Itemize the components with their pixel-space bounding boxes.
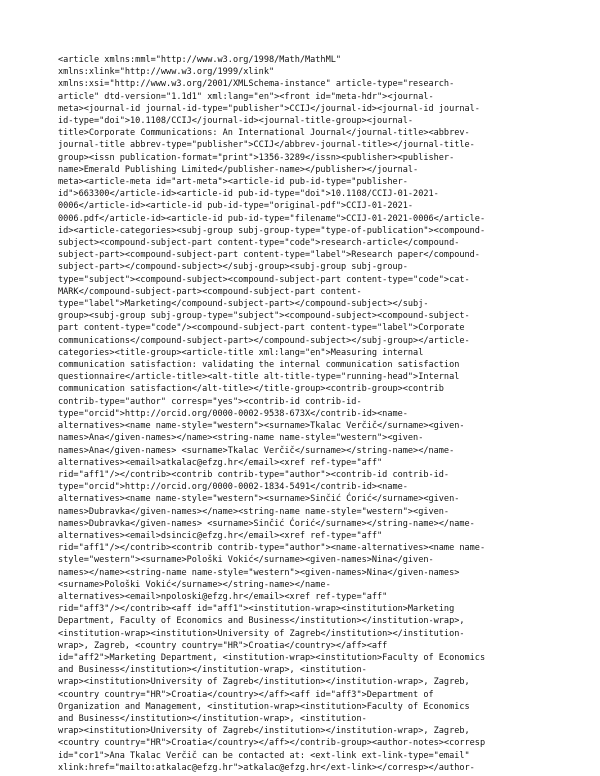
text-line: id><article-categories><subj-group subj-group-type="type-of-publication"><compound- xyxy=(58,225,486,236)
xml-source-text xyxy=(58,54,558,774)
text-line: xmlns:xlink="http://www.w3.org/1999/xlink" xyxy=(58,67,275,78)
text-line: name>Emerald Publishing Limited</publisher-name></publisher></journal- xyxy=(58,164,419,175)
text-line: alternatives><name name-style="western"><surname>Tkalac Verčič</surname><given- xyxy=(58,421,465,432)
text-line: questionnaire</article-title><alt-title alt-title-type="running-head">Internal xyxy=(58,372,460,383)
text-line: names>Dubravka</given-names></name><string-name name-style="western"><given- xyxy=(58,506,450,517)
text-line: rid="aff3"/></contrib><aff id="aff1"><institution-wrap><institution>Marketing xyxy=(58,604,455,615)
text-line: wrap><institution>University of Zagreb</institution></institution-wrap>, Zagreb, xyxy=(58,677,470,688)
text-line: subject><compound-subject-part content-type="code">research-article</compound- xyxy=(58,238,460,249)
text-line: type="label">Marketing</compound-subject-part></compound-subject></subj- xyxy=(58,299,429,310)
text-line: style="western"><surname>Pološki Vokić</surname><given-names>Nina</given- xyxy=(58,555,434,566)
text-line: Department, Faculty of Economics and Business</institution></institution-wrap>, xyxy=(58,616,465,627)
text-line: article" dtd-version="1.1d1" xml:lang="en"><front id="meta-hdr"><journal- xyxy=(58,91,434,102)
text-line: and Business</institution></institution-wrap>, <institution- xyxy=(58,713,367,724)
text-line: wrap><institution>University of Zagreb</institution></institution-wrap>, Zagreb, xyxy=(58,726,470,737)
text-line: journal-title abbrev-type="publisher">CCIJ</abbrev-journal-title></journal-title- xyxy=(58,140,475,151)
text-line: id="aff2">Marketing Department, <institution-wrap><institution>Faculty of Economics xyxy=(58,652,486,663)
text-line: <country country="HR">Croatia</country></aff><aff id="aff3">Department of xyxy=(58,689,434,700)
text-line: alternatives><email>atkalac@efzg.hr</email><xref ref-type="aff" xyxy=(58,457,383,468)
text-line: xlink:href="mailto:atkalac@efzg.hr">atkalac@efzg.hr</ext-link></corresp></author- xyxy=(58,762,475,773)
text-line: wrap>, Zagreb, <country country="HR">Croatia</country></aff><aff xyxy=(58,640,388,651)
text-line: 0006.pdf</article-id><article-id pub-id-type="filename">CCIJ-01-2021-0006</article- xyxy=(58,213,486,224)
text-line: alternatives><email>npoloski@efzg.hr</email><xref ref-type="aff" xyxy=(58,591,388,602)
text-line: subject-part></compound-subject></subj-group><subj-group subj-group- xyxy=(58,262,408,273)
text-line: type="orcid">http://orcid.org/0000-0002-9538-673X</contrib-id><name- xyxy=(58,408,408,419)
text-line: xmlns:xsi="http://www.w3.org/2001/XMLSchema-instance" article-type="research- xyxy=(58,79,455,90)
text-line: <surname>Pološki Vokić</surname></string-name></name- xyxy=(58,579,331,590)
text-line: and Business</institution></institution-wrap>, <institution- xyxy=(58,665,367,676)
text-line: names>Dubravka</given-names> <surname>Sinčić Ćorić</surname></string-name></name- xyxy=(58,518,475,529)
text-line: alternatives><email>dsincic@efzg.hr</email><xref ref-type="aff" xyxy=(58,530,383,541)
text-line: names>Ana</given-names></name><string-name name-style="western"><given- xyxy=(58,433,424,444)
text-line: MARK</compound-subject-part><compound-subject-part content- xyxy=(58,286,362,297)
text-line: rid="aff1"/></contrib><contrib contrib-type="author"><name-alternatives><name name- xyxy=(58,543,486,554)
text-line: communications</compound-subject-part></compound-subject></subj-group></article- xyxy=(58,335,470,346)
text-line: part content-type="code"/><compound-subject-part content-type="label">Corporate xyxy=(58,323,465,334)
text-line: communication satisfaction</alt-title></title-group><contrib-group><contrib xyxy=(58,384,444,395)
text-line: meta><journal-id journal-id-type="publisher">CCIJ</journal-id><journal-id journal- xyxy=(58,103,480,114)
text-line: title>Corporate Communications: An International Journal</journal-title><abbrev- xyxy=(58,128,470,139)
text-line: type="subject"><compound-subject><compound-subject-part content-type="code">cat- xyxy=(58,274,470,285)
text-line: type="orcid">http://orcid.org/0000-0002-1834-5491</contrib-id><name- xyxy=(58,482,408,493)
text-line: subject-part><compound-subject-part content-type="label">Research paper</compound- xyxy=(58,250,480,261)
text-line: 0006</article-id><article-id pub-id-type="original-pdf">CCIJ-01-2021- xyxy=(58,201,414,212)
text-line: id-type="doi">10.1108/CCIJ</journal-id><journal-title-group><journal- xyxy=(58,116,414,127)
text-line: categories><title-group><article-title xml:lang="en">Measuring internal xyxy=(58,347,424,358)
text-line: rid="aff1"/></contrib><contrib contrib-type="author"><contrib-id contrib-id- xyxy=(58,469,450,480)
text-line: id">663300</article-id><article-id pub-id-type="doi">10.1108/CCIJ-01-2021- xyxy=(58,189,439,200)
text-line: contrib-type="author" corresp="yes"><contrib-id contrib-id- xyxy=(58,396,362,407)
text-line: <country country="HR">Croatia</country></aff></contrib-group><author-notes><corresp xyxy=(58,738,486,749)
text-line: meta><article-meta id="art-meta"><article-id pub-id-type="publisher- xyxy=(58,177,408,188)
text-line: <institution-wrap><institution>University of Zagreb</institution></institution- xyxy=(58,628,465,639)
text-line: alternatives><name name-style="western"><surname>Sinčić Ćorić</surname><given- xyxy=(58,494,460,505)
text-line: names></name><string-name name-style="western"><given-names>Nina</given-names> xyxy=(58,567,460,578)
text-line: communication satisfaction: validating the internal communication satisfaction xyxy=(58,360,460,371)
text-line: names>Ana</given-names> <surname>Tkalac Verčič</surname></string-name></name- xyxy=(58,445,455,456)
text-line: id="cor1">Ana Tkalac Verčič can be contacted at: <ext-link ext-link-type="email" xyxy=(58,750,470,761)
text-line: Organization and Management, <institution-wrap><institution>Faculty of Economics xyxy=(58,701,470,712)
text-line: group><issn publication-format="print">1356-3289</issn><publisher><publisher- xyxy=(58,152,455,163)
text-line: <article xmlns:mml="http://www.w3.org/1998/Math/MathML" xyxy=(58,55,342,65)
text-line: group><subj-group subj-group-type="subject"><compound-subject><compound-subject- xyxy=(58,311,470,322)
